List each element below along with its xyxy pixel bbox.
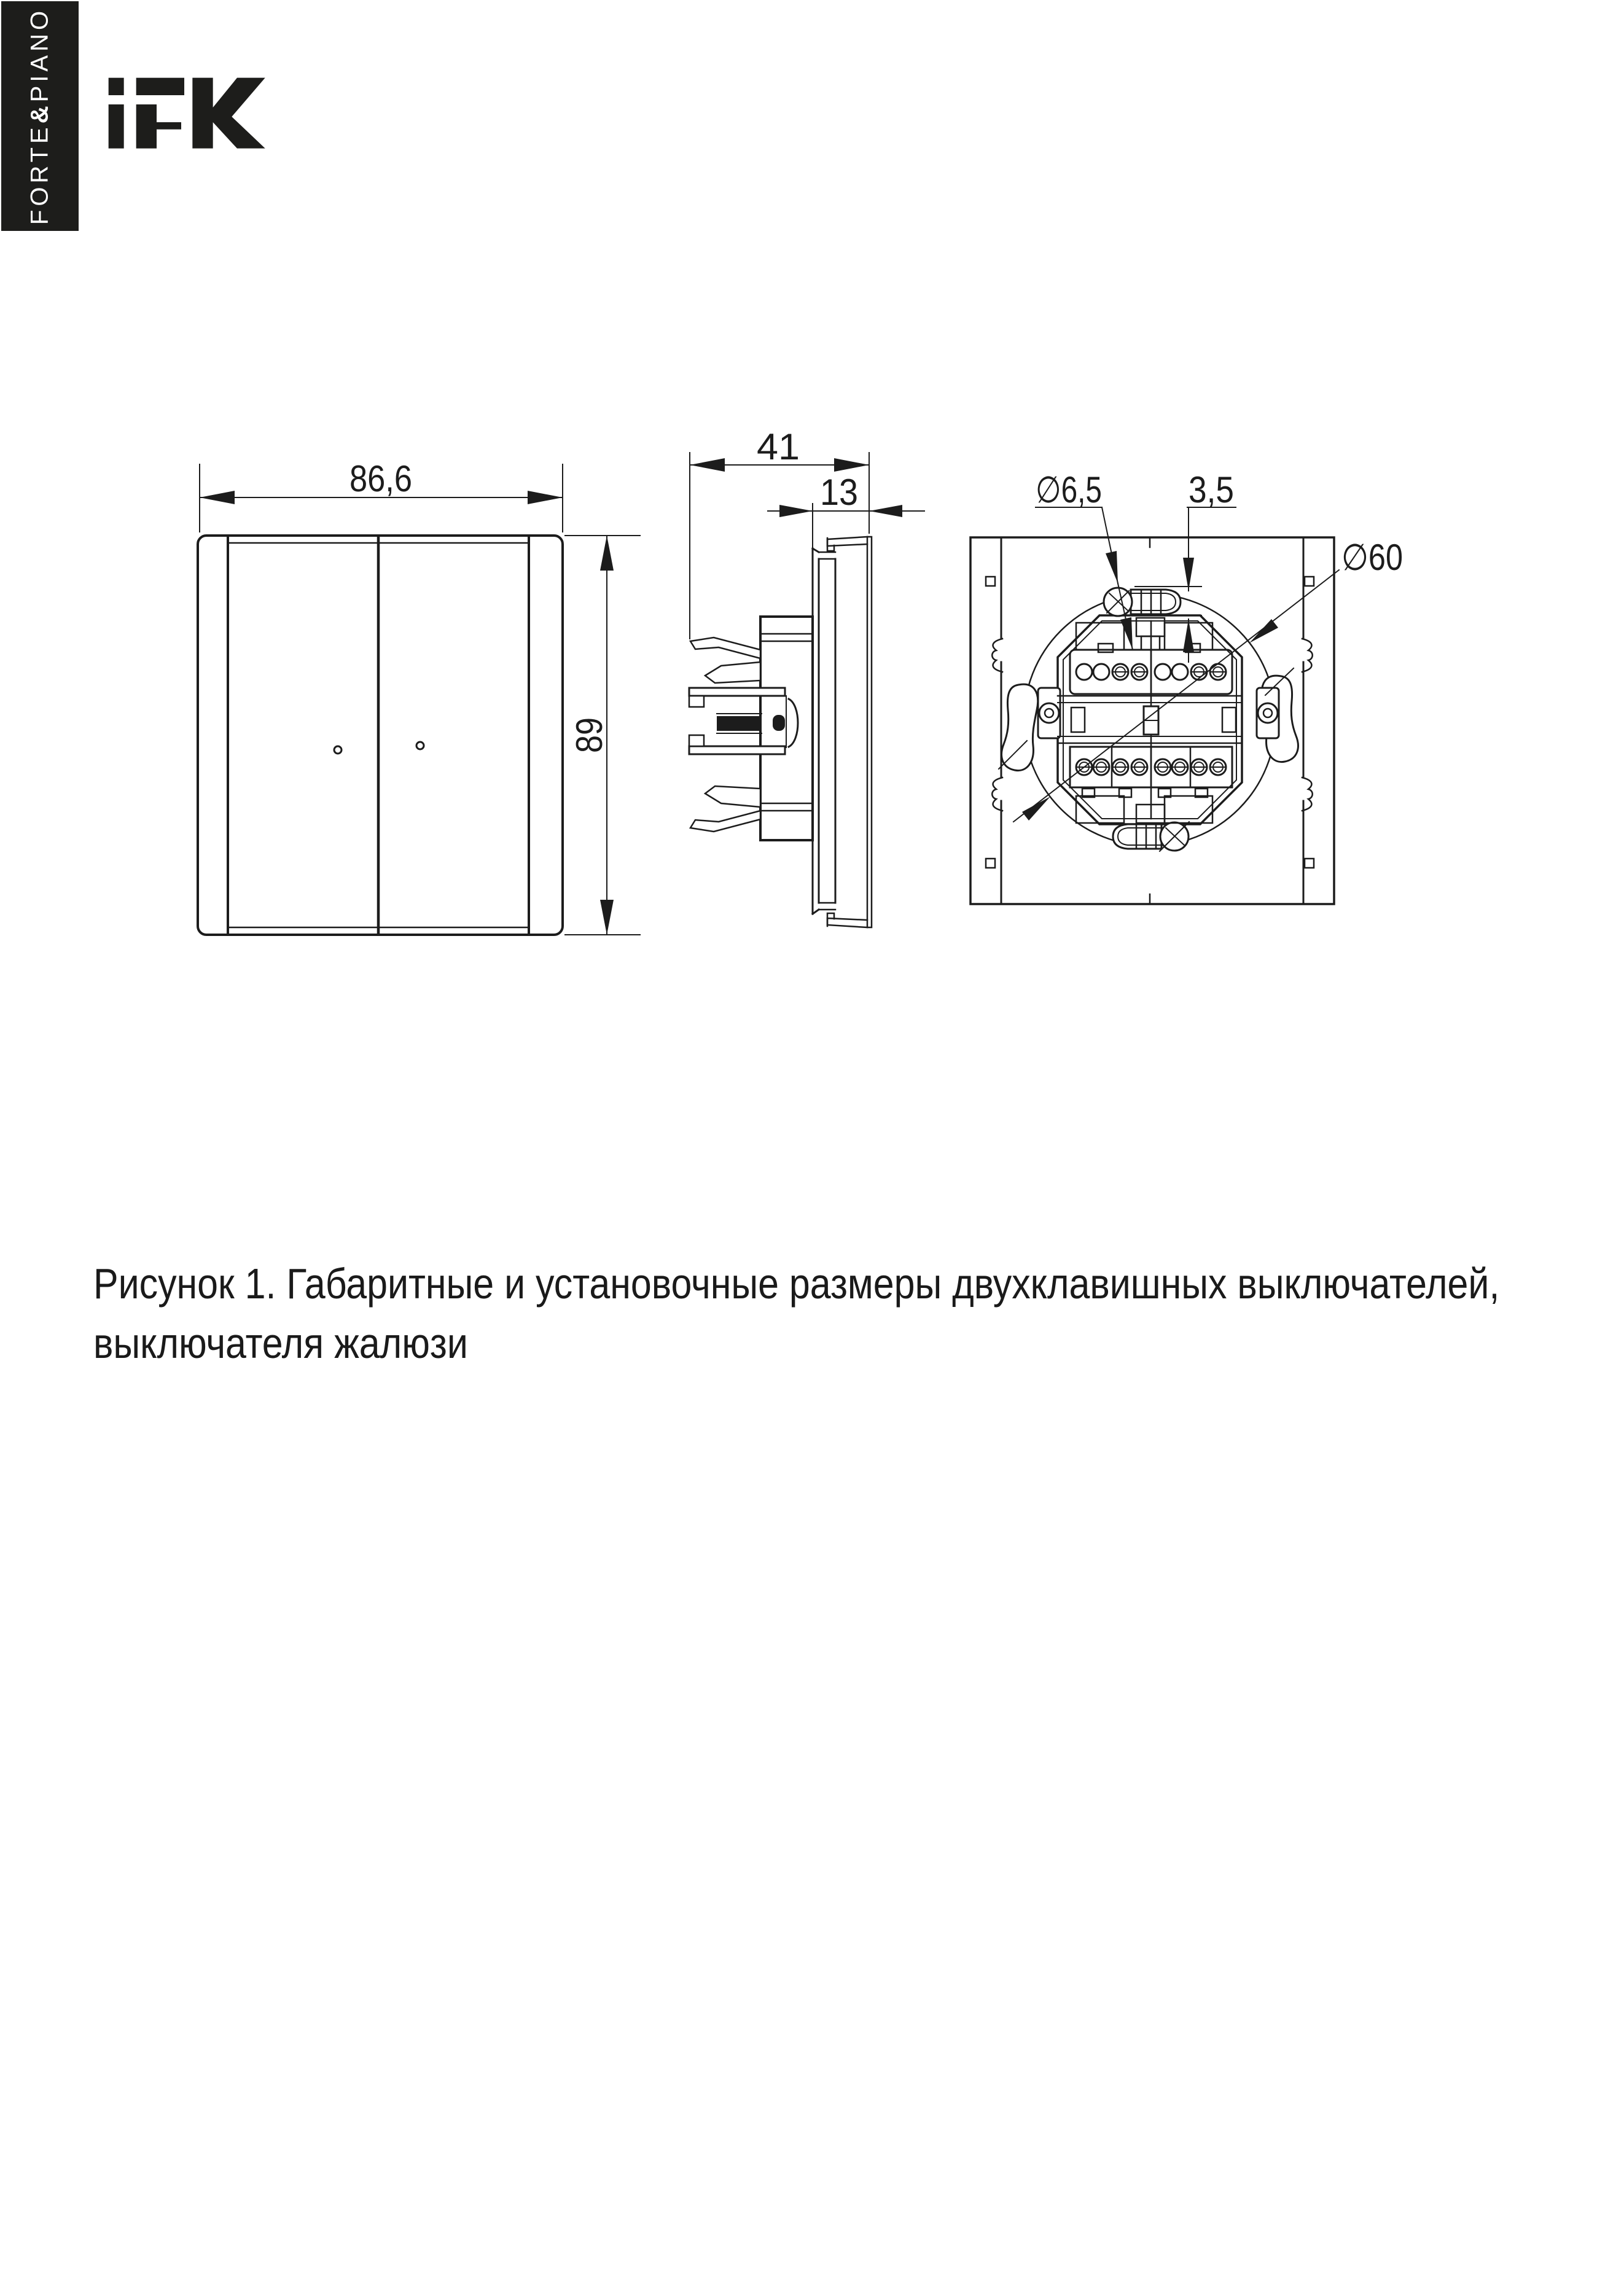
back-left-claw-screw: [1039, 703, 1059, 723]
brand-ampersand: &: [26, 102, 53, 124]
back-screw-hole: [1305, 577, 1314, 586]
caption-line-1: Рисунок 1. Габаритные и установочные размеры двухклавишных выключателей,: [93, 1260, 1500, 1308]
caption-line-2: выключателя жалюзи: [93, 1319, 468, 1367]
front-right-key-dot: [416, 742, 424, 749]
front-width-label: 86,6: [349, 458, 412, 499]
back-left-claw: [1002, 684, 1038, 770]
back-right-claw-screw: [1258, 703, 1278, 723]
brand-forte: FORTE: [26, 123, 53, 225]
front-view: [198, 536, 563, 935]
brand-piano: PIANO: [26, 7, 53, 103]
back-screw-hole: [986, 577, 995, 586]
back-screw-hole: [1305, 859, 1314, 868]
back-bore-label: ∅60: [1341, 537, 1403, 578]
figure-caption: [93, 1254, 1499, 1373]
front-height-label: 89: [569, 712, 610, 753]
side-screw-thread: [717, 716, 762, 731]
side-claw-bottom: [690, 811, 760, 832]
back-hole-label: ∅6,5: [1036, 469, 1102, 510]
dimension-width-86-6: [200, 458, 563, 532]
side-front-face: [867, 537, 872, 927]
front-left-key-dot: [334, 746, 342, 754]
front-plate: [198, 536, 563, 935]
dimension-depth-41: [690, 426, 869, 639]
side-depth-label: 41: [757, 426, 800, 467]
back-view: [970, 537, 1334, 904]
side-frame-depth-label: 13: [820, 472, 858, 513]
back-slot-label: 3,5: [1189, 469, 1234, 510]
dimension-height-89: [565, 536, 640, 935]
side-claw-top: [690, 638, 760, 658]
back-screw-hole: [986, 859, 995, 868]
side-support-flange-bottom: [689, 746, 785, 754]
side-support-flange-top: [689, 688, 785, 696]
side-view: [689, 537, 872, 927]
dimension-frame-13: [768, 472, 924, 548]
